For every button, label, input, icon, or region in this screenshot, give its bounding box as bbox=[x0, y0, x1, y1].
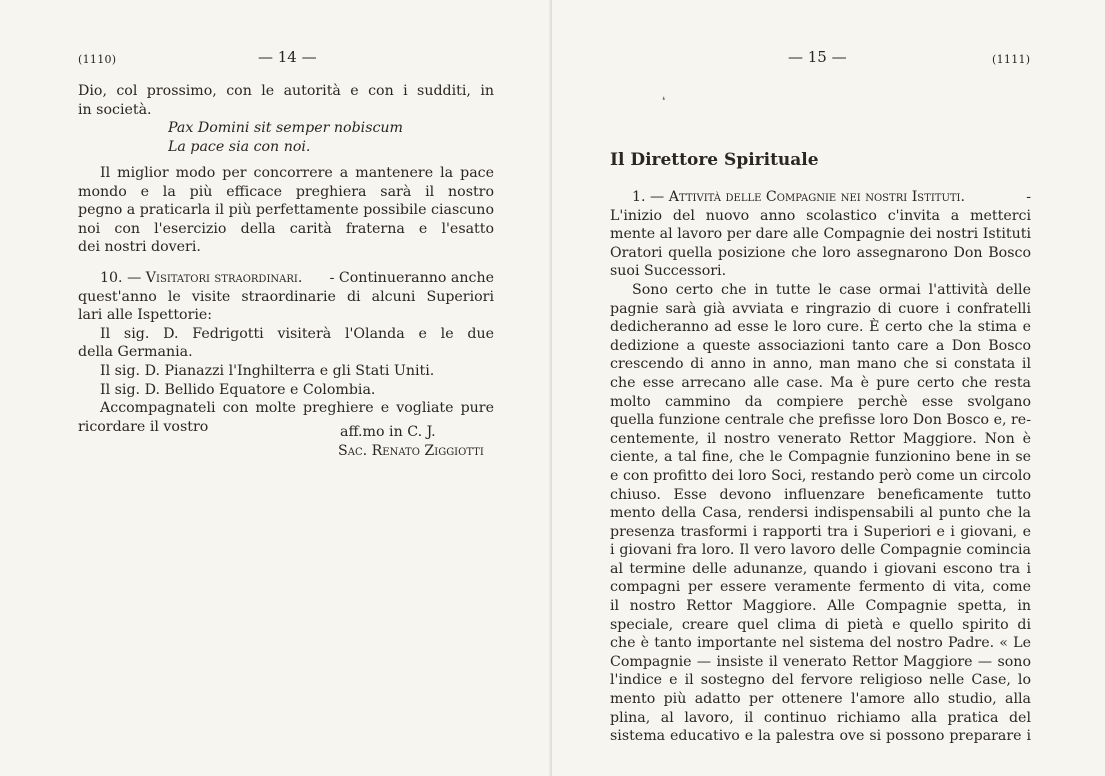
text-line: ricordare il vostro bbox=[78, 418, 209, 435]
text-line: Oratori quella posizione che loro assegnarono Don Bosco bbox=[610, 244, 1031, 261]
right-page-number: — 15 — bbox=[788, 48, 847, 66]
text-line: plina, al lavoro, il continuo richiamo alla pratica del bbox=[610, 709, 1031, 726]
text-line: compagni per essere veramente fermento di vita, come bbox=[610, 579, 1031, 596]
text-line: mondo e la più efficace preghiera sarà il nostro bbox=[78, 183, 494, 200]
paragraph-peace bbox=[78, 164, 494, 257]
text-line: in società. bbox=[78, 101, 152, 118]
right-body bbox=[610, 188, 1031, 746]
text-line: noi con l'esercizio della carità fraterna e l'esatto bbox=[78, 220, 494, 237]
text-line: Compagnie — insiste il venerato Rettor Maggiore — sono bbox=[610, 653, 1031, 670]
text-line: speciale, creare quel clima di pietà e quello spirito di bbox=[610, 616, 1031, 633]
text-line: pegno a praticarla il più perfettamente possibile ciascuno bbox=[78, 202, 494, 219]
text-line: mento più adatto per ottenere l'amore allo studio, alla bbox=[610, 691, 1031, 708]
text-line: pagnie sarà già avviata e ringrazio di cuore i confratelli bbox=[610, 300, 1031, 317]
text-line: mente al lavoro per dare alle Compagnie dei nostri Istituti bbox=[610, 226, 1031, 243]
text-line: l'indice e il sostegno del fervore religioso nelle Case, lo bbox=[610, 672, 1031, 689]
text-line: suoi Successori. bbox=[610, 263, 727, 280]
text-line: sistema educativo e la palestra ove si possono preparare i bbox=[610, 728, 1031, 745]
section-10-title: Visitatori straordinari. bbox=[145, 270, 303, 286]
ink-speck: ❛ bbox=[662, 96, 666, 107]
text-line: il nostro Rettor Maggiore. Alle Compagnie spetta, in bbox=[610, 598, 1031, 615]
closing: aff.mo in C. J. bbox=[340, 424, 436, 440]
text-line: mento della Casa, rendersi indispensabili al punto che la bbox=[610, 505, 1031, 522]
section-heading: Il Direttore Spirituale bbox=[610, 150, 819, 170]
motto-italian: La pace sia con noi. bbox=[168, 138, 311, 155]
text-line: i giovani fra loro. Il vero lavoro delle Compagnie comincia bbox=[610, 542, 1031, 559]
text-line: lari alle Ispettorie: bbox=[78, 307, 213, 324]
text-line: crescendo di anno in anno, man mano che si constata il bbox=[610, 356, 1031, 373]
left-intro bbox=[78, 82, 494, 119]
section-10 bbox=[78, 269, 494, 436]
text-line: centemente, il nostro venerato Rettor Maggiore. Non è bbox=[610, 430, 1031, 447]
section-1-title: Attività delle Compagnie nei nostri Istituti. bbox=[668, 189, 965, 205]
text-line: dedizione a queste associazioni tanto care a Don Bosco bbox=[610, 337, 1031, 354]
right-folio: (1111) bbox=[992, 53, 1031, 66]
text-line: che esse arrecano alle case. Ma è pure certo che resta bbox=[610, 374, 1031, 391]
motto bbox=[168, 119, 403, 156]
section-10-number: 10. — bbox=[100, 270, 142, 286]
text-line: chiuso. Esse devono influenzare beneficamente tutto bbox=[610, 486, 1031, 503]
section-1-first-line bbox=[610, 188, 1031, 207]
left-folio: (1110) bbox=[78, 53, 117, 66]
text-line: Il sig. D. Bellido Equatore e Colombia. bbox=[100, 381, 376, 398]
motto-latin: Pax Domini sit semper nobiscum bbox=[168, 120, 404, 136]
signature: Sac. Renato Ziggiotti bbox=[338, 443, 484, 459]
text-line: Accompagnateli con molte preghiere e vogliate pure bbox=[100, 400, 494, 417]
text-line: e con profitto dei loro Soci, restando però come un circolo bbox=[610, 467, 1031, 484]
text-line: dei nostri doveri. bbox=[78, 239, 201, 256]
text-line: Il miglior modo per concorrere a mantenere la pace bbox=[100, 165, 494, 181]
section-10-first-line bbox=[78, 269, 494, 288]
text-line: che è tanto importante nel sistema del nostro Padre. « Le bbox=[610, 635, 1031, 652]
text-line: Il sig. D. Fedrigotti visiterà l'Olanda e le due bbox=[100, 325, 494, 342]
section-10-first-rest: - Continueranno anche bbox=[329, 270, 494, 286]
text-line: della Germania. bbox=[78, 344, 193, 361]
section-1-dash: - bbox=[1026, 189, 1031, 205]
left-page-number: — 14 — bbox=[258, 48, 317, 66]
left-page bbox=[0, 0, 552, 776]
text-line: molto cammino da compiere perchè esse svolgano bbox=[610, 393, 1031, 410]
text-line: al termine delle adunanze, quando i giovani escono tra i bbox=[610, 560, 1031, 577]
text-line: dedicheranno ad esse le loro cure. È certo che la stima e bbox=[610, 319, 1031, 336]
text-line: quest'anno le visite straordinarie di alcuni Superiori bbox=[78, 288, 494, 305]
section-1-number: 1. — bbox=[632, 189, 665, 205]
text-line: Sono certo che in tutte le case ormai l'attività delle bbox=[632, 281, 1031, 298]
text-line: quella funzione centrale che prefisse loro Don Bosco e, re- bbox=[610, 412, 1031, 429]
text-line: Il sig. D. Pianazzi l'Inghilterra e gli Stati Uniti. bbox=[100, 362, 435, 379]
text-line: L'inizio del nuovo anno scolastico c'invita a metterci bbox=[610, 207, 1031, 224]
text-line: presenza trasformi i rapporti tra i Superiori e i giovani, e bbox=[610, 523, 1031, 540]
text-line: Dio, col prossimo, con le autorità e con i sudditi, in bbox=[78, 83, 494, 99]
text-line: ciente, a tal fine, che le Compagnie funzionino bene in se bbox=[610, 449, 1031, 466]
